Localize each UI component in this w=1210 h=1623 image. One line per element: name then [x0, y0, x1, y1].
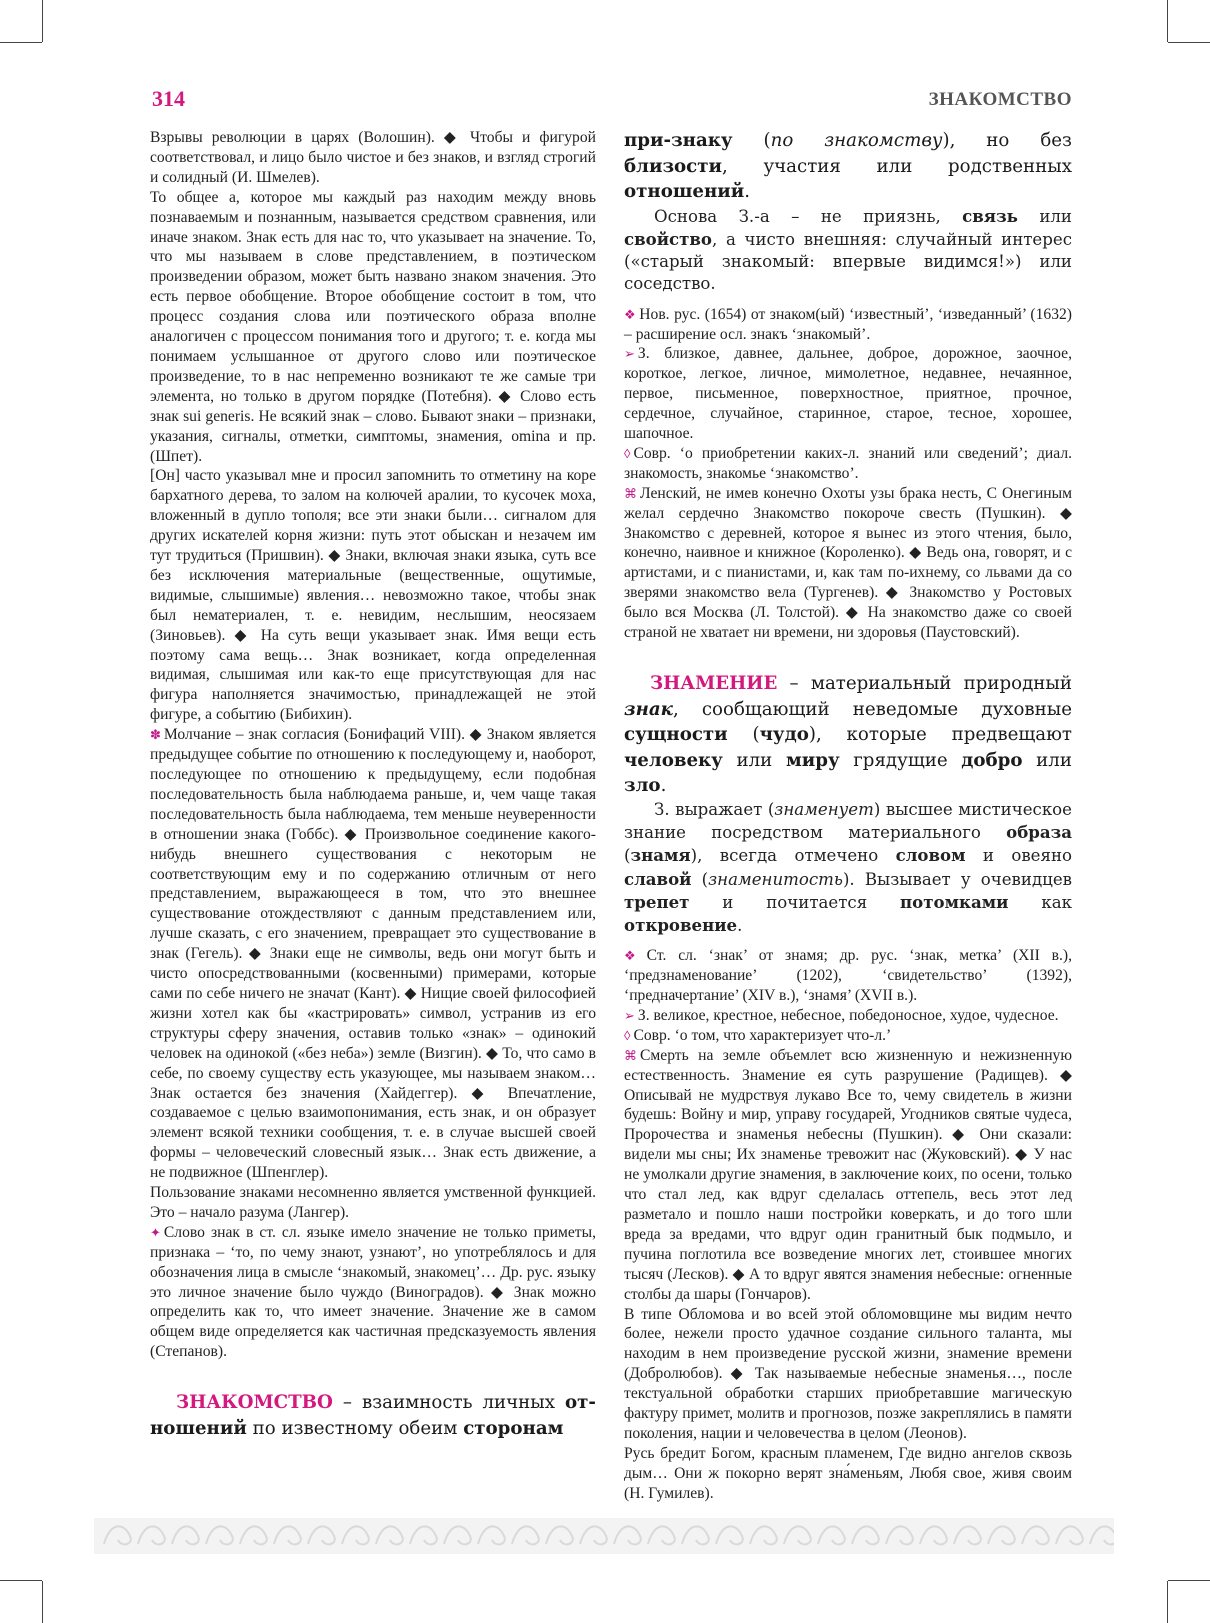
- citation-paragraph: [624, 305, 1072, 345]
- citation-paragraph: [624, 1046, 1072, 1305]
- right-column: [624, 128, 1072, 1504]
- citation-list-znamenie: [624, 946, 1072, 1503]
- section-marker-icon: ➢: [624, 1007, 635, 1023]
- citation-paragraph: [624, 344, 1072, 444]
- citation-text: Совр. ‘о том, что характеризует что-л.’: [633, 1026, 892, 1044]
- crop-mark: [42, 1581, 43, 1623]
- citation-text: То общее а, которое мы каждый раз находим между вновь познаваемым и познанным, называется средством сравнения, или иначе знаком. Знак есть для нас то, что указывает на значение. То, что мы называем в слове представлением, в поэтическом произведении образом, может быть названо знаком значения. Это есть первое обобщение. Второе обобщение состоит в том, что процесс создания слова или поэтического образа вполне аналогичен с процессом понимания того и другого; т. е. когда мы понимаем услышанное от другого слово или поэтическое произведение, то в нас непременно возникают те же самые три элемента, но только в другом порядке (Потебня). ◆ Слово есть знак sui generis. Не всякий знак – слово. Бывают знаки – признаки, указания, сигналы, отметки, симптомы, знамения, omina и пр. (Шпет).: [150, 188, 596, 465]
- citation-paragraph: [150, 188, 596, 467]
- section-marker-icon: ❖: [624, 948, 644, 964]
- citation-text: Ленский, не имев конечно Охоты узы брака несть, С Онегиным желал сердечно Знакомство покороче свесть (Пушкин). ◆ Знакомство с деревней, которое я вынес из этого чтения, было, конечно, наивное и книжное (Короленко). ◆ Ведь она, говорят, и с артистами, и с пианистами, и, как там по-ихнему, со львами да со зверями знакомство вела (Тургенев). ◆ Знакомство у Ростовых было вся Москва (Л. Толстой). ◆ На знакомство даже со своей страной не хватает ни времени, ни здоровья (Паустовский).: [624, 484, 1072, 642]
- citation-text: В типе Обломова и во всей этой обломовщине мы видим нечто более, нежели просто удачное создание сильного таланта, мы находим в нем произведение русской жизни, знамение времени (Добролюбов). ◆ Так называемые небесные знаменья…, после текстуальной обработки старших приобретавшие магическую фактуру примет, молитв и прогнозов, позже закреплялись в памяти поколения, нации и человечества в целом (Леонов).: [624, 1305, 1072, 1442]
- citation-paragraph: [624, 444, 1072, 484]
- citation-text: Слово знак в ст. сл. языке имело значение не только приметы, признака – ‘то, по чему знают, узнают’, но употреблялось и для обозначения лица в смысле ‘знакомый, знакомец’… Др. рус. языку это личное значение было чуждо (Виноградов). ◆ Знак можно определить как то, что имеет значение. Значение же в самом общем виде определяется как частичная предсказуемость явления (Степанов).: [150, 1223, 596, 1361]
- section-marker-icon: ✽: [150, 727, 161, 743]
- page-number: 314: [152, 86, 185, 111]
- crop-mark: [0, 42, 42, 43]
- crop-mark: [0, 1580, 42, 1581]
- crop-mark: [1168, 42, 1210, 43]
- section-marker-icon: ❖: [624, 306, 637, 322]
- citation-text: Молчание – знак согласия (Бонифаций VIII). ◆ Знаком является предыдущее событие по отношению к последующему и, наоборот, последующее по отношению к предыдущему, если подобная последовательность была наблюдаема раньше, и, чем чаще такая последовательность была наблюдаема, тем меньше неуверенности в отношении знака (Гоббс). ◆ Произвольное соединение какого-нибудь внешнего существования с некоторым не соответствующим ему и по содержанию отличным от него представлением, выражающееся в том, что это внешнее существование отождествляют с данным представлением или, лучше сказать, с его значением, превращает это существование в знак (Гегель). ◆ Знаки еще не символы, ведь они могут быть и чисто опосредствованными (косвенными) примерами, которые сами по себе ничего не значат (Кант). ◆ Нищие своей философией жизни хотел как бы «кастрировать» символ, устранив из его структуры сферу значения, оставив только «знак» – одинокий человек на одинокой («без неба») земле (Визгин). ◆ То, что само в себе, по своему существу есть указующее, мы называем знаком… Знак остается без значения (Хайдеггер). ◆ Впечатление, создаваемое с целью взаимопонимания, есть знак, и он образует элемент всякой техники сообщения, т. е. в случае высшей своей формы – человеческий словесный язык… Знак есть движение, а не подвижное (Шпенглер).: [150, 726, 596, 1182]
- citation-paragraph: [150, 725, 596, 1183]
- entry-znakomstvo-continuation: при-знаку (по знакомству), но без близости, участия или родственных отношений.: [624, 130, 1072, 203]
- running-head: ЗНАКОМСТВО: [928, 89, 1072, 110]
- citation-paragraph: [624, 946, 1072, 1006]
- section-marker-icon: ⌘: [624, 1047, 637, 1063]
- section-marker-icon: ⌘: [624, 485, 637, 501]
- citation-paragraph: [624, 1305, 1072, 1444]
- floral-ornament-band: [94, 1514, 1114, 1558]
- citation-text: Пользование знаками несомненно является умственной функцией. Это – начало разума (Лангер).: [150, 1184, 596, 1221]
- citation-text: З. великое, крестное, небесное, победоносное, худое, чудесное.: [637, 1006, 1059, 1024]
- crop-mark: [1168, 1580, 1210, 1581]
- section-marker-icon: ✦: [150, 1224, 161, 1240]
- entry-znamenie-lead: ЗНАМЕНИЕ – материальный природный знак, сообщающий неведомые духовные сущности (чудо), которые предвещают человеку или миру грядущие добро или зло.: [624, 673, 1072, 797]
- crop-mark: [42, 0, 43, 42]
- citation-text: Совр. ‘о приобретении каких-л. знаний или сведений’; диал. знакомость, знакомье ‘знакомство’.: [624, 444, 1072, 482]
- citation-list-left: [150, 128, 596, 1362]
- entry-definition: – взаимность личных от-ношений по известному обеим сторонам: [150, 1392, 596, 1439]
- section-marker-icon: ◊: [624, 1027, 631, 1043]
- entry-headword: ЗНАМЕНИЕ: [650, 673, 778, 694]
- section-marker-icon: ➢: [624, 346, 635, 362]
- entry-headword: ЗНАКОМСТВО: [176, 1392, 333, 1414]
- citation-text: Нов. рус. (1654) от знаком(ый) ‘известный’, ‘изведанный’ (1632) – расширение осл. знакъ ‘знакомый’.: [624, 305, 1073, 343]
- crop-mark: [1167, 0, 1168, 42]
- left-column: [150, 128, 596, 1441]
- citation-paragraph: [150, 1223, 596, 1362]
- citation-text: З. близкое, давнее, дальнее, доброе, дорожное, заочное, короткое, легкое, личное, мимолетное, недавнее, нечаянное, первое, письменное, поверхностное, приятное, прочное, сердечное, случайное, старинное, старое, тесное, хорошее, шапочное.: [624, 345, 1072, 443]
- citation-paragraph: [150, 466, 596, 725]
- citation-text: Русь бредит Богом, красным пламенем, Где видно ангелов сквозь дым… Они ж покорно верят зна́меньям, Любя свое, живя своим (Н. Гумилев).: [624, 1444, 1072, 1502]
- crop-mark: [1167, 1581, 1168, 1623]
- citation-text: Смерть на земле объемлет всю жизненную и нежизненную естественность. Знамение ея суть разрушение (Радищев). ◆ Описывай не мудрствуя лукаво Все то, чему свидетель в жизни будешь: Войну и мир, управу государей, Угодников святые чудеса, Пророчества и знаменья небесны (Пушкин). ◆ Они сказали: видели мы сны; Их знаменье тревожит нас (Жуковский). ◆ У нас не умолкали другие знамения, в заключение коих, по осени, только что стал лед, как вдруг сделалась оттепель, весь этот лед разметало и пошло наши постройки коверкать, и до того шли вреда за вредами, что вдруг один гранитный бык подмыло, и пучина поглотила все возведение многих лет, стоившее многих тысяч (Лесков). ◆ А то вдруг явятся знамения небесные: огненные столбы да шары (Гончаров).: [624, 1046, 1072, 1303]
- section-marker-icon: ◊: [624, 445, 631, 461]
- citation-paragraph: [150, 128, 596, 188]
- citation-paragraph: [624, 1006, 1072, 1026]
- citation-paragraph: [150, 1183, 596, 1223]
- citation-text: [Он] часто указывал мне и просил запомнить то отметину на коре бархатного дерева, то залом на колючей аралии, то кусочек моха, вложенный в дупло тополя; все эти знаки были… сигналом для других искателей корня жизни: путь этот обыскан и незачем им тут трудиться (Пришвин). ◆ Знаки, включая знаки языка, суть все без исключения материальные (вещественные, ощутимые, видимые, слышимые) явления… невозможно такое, чтобы знак был нематериален, т. е. невидим, неслышим, неосязаем (Зиновьев). ◆ На суть вещи указывает знак. Имя вещи есть поэтому сама вещь… Знак возникает, когда определенная видимая, слышимая или как-то еще присутствующая для нас фигура наполняется значимостью, принадлежащей не этой фигуре, а событию (Бибихин).: [150, 467, 596, 724]
- citation-list-znakomstvo: [624, 305, 1072, 643]
- citation-paragraph: [624, 1444, 1072, 1504]
- entry-znakomstvo-lead: [150, 1390, 596, 1441]
- citation-text: Ст. сл. ‘знак’ от знамя; др. рус. ‘знак, метка’ (XII в.), ‘предзнаменование’ (1202), ‘свидетельство’ (1392), ‘предначертание’ (XIV в.), ‘знамя’ (XVII в.).: [624, 947, 1073, 1004]
- entry-znakomstvo-note: Основа З.-а – не приязнь, связь или свойство, а чисто внешняя: случайный интерес («старый знакомый: впервые видимся!») или соседство.: [624, 205, 1072, 294]
- entry-znamenie-note: З. выражает (знаменует) высшее мистическое знание посредством материального образа (знамя), всегда отмечено словом и овеяно славой (знаменитость). Вызывает у очевидцев трепет и почитается потомками как откровение.: [624, 799, 1073, 935]
- citation-paragraph: [624, 1026, 1072, 1046]
- citation-text: Взрывы революции в царях (Волошин). ◆ Чтобы и фигурой соответствовал, и лицо было чистое и без знаков, и взгляд строгий и солидный (И. Шмелев).: [150, 129, 596, 186]
- citation-paragraph: [624, 484, 1072, 643]
